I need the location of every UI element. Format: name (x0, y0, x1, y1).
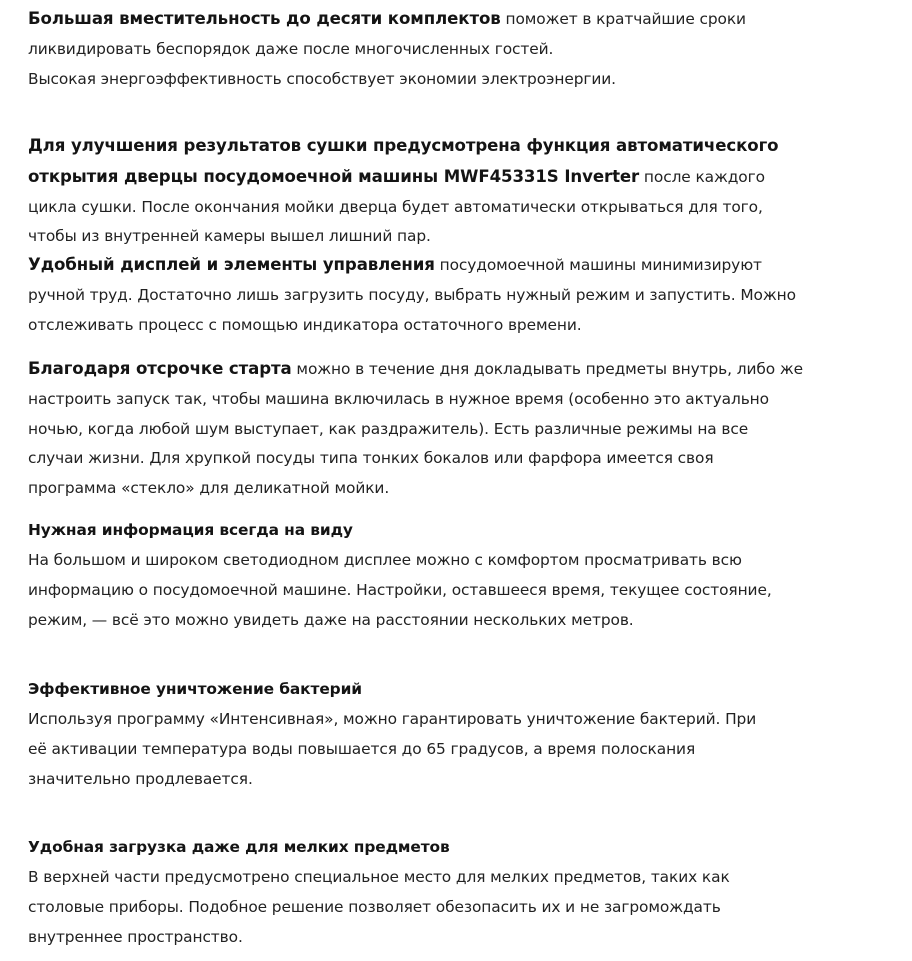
section-heading-bacteria: Эффективное уничтожение бактерий (28, 680, 362, 698)
line (28, 4, 746, 35)
section-text-loading (28, 863, 730, 952)
bold-lead-auto-door-a: Для улучшения результатов сушки предусмотрена функция автоматического (28, 136, 779, 155)
bold-lead-delay-start: Благодаря отсрочке старта (28, 359, 292, 378)
section-text-info (28, 546, 772, 635)
line (28, 354, 803, 385)
bold-lead-display: Удобный дисплей и элементы управления (28, 255, 435, 274)
line: Используя программу «Интенсивная», можно гарантировать уничтожение бактерий. При (28, 710, 757, 728)
line: значительно продлевается. (28, 769, 253, 788)
paragraph-display-controls (28, 250, 796, 340)
line: программа «стекло» для деликатной мойки. (28, 479, 390, 498)
line: её активации температура воды повышается до 65 градусов, а время полоскания (28, 739, 696, 758)
line: ликвидировать беспорядок даже после многочисленных гостей. (28, 39, 554, 58)
line: режим, — всё это можно увидеть даже на расстоянии нескольких метров. (28, 610, 634, 629)
line: случаи жизни. Для хрупкой посуды типа тонких бокалов или фарфора имеется своя (28, 449, 714, 468)
line (28, 131, 778, 162)
line: столовые приборы. Подобное решение позволяет обезопасить их и не загромождать (28, 897, 721, 916)
text-fragment: поможет в кратчайшие сроки (500, 10, 746, 28)
text-fragment: можно в течение дня докладывать предметы внутрь, либо же (291, 360, 804, 378)
line: информацию о посудомоечной машине. Настройки, оставшееся время, текущее состояние, (28, 580, 772, 599)
line: чтобы из внутренней камеры вышел лишний пар. (28, 227, 431, 246)
line: ручной труд. Достаточно лишь загрузить посуду, выбрать нужный режим и запустить. Можно (28, 285, 796, 304)
paragraph-auto-door (28, 131, 778, 252)
section-heading-loading: Удобная загрузка даже для мелких предметов (28, 838, 450, 856)
line: На большом и широком светодиодном дисплее можно с комфортом просматривать всю (28, 551, 742, 569)
text-fragment: после каждого (639, 167, 765, 186)
line: внутреннее пространство. (28, 927, 243, 946)
text-fragment: посудомоечной машины минимизируют (434, 256, 762, 274)
line: настроить запуск так, чтобы машина включилась в нужное время (особенно это актуально (28, 389, 769, 408)
bold-lead-auto-door-b: открытия дверцы посудомоечной машины MWF45331S Inverter (28, 166, 640, 186)
line (28, 250, 796, 281)
line (28, 162, 778, 193)
paragraph-delay-start (28, 354, 803, 504)
line: В верхней части предусмотрено специальное место для мелких предметов, таких как (28, 868, 730, 886)
line: ночью, когда любой шум выступает, как раздражитель). Есть различные режимы на все (28, 419, 749, 438)
section-heading-info: Нужная информация всегда на виду (28, 521, 353, 539)
line: отслеживать процесс с помощью индикатора остаточного времени. (28, 315, 582, 334)
line: цикла сушки. После окончания мойки дверца будет автоматически открываться для того, (28, 197, 763, 216)
section-text-bacteria (28, 705, 756, 794)
paragraph-capacity (28, 4, 746, 94)
bold-lead-capacity: Большая вместительность до десяти комплектов (28, 9, 501, 28)
line: Высокая энергоэффективность способствует экономии электроэнергии. (28, 69, 616, 88)
